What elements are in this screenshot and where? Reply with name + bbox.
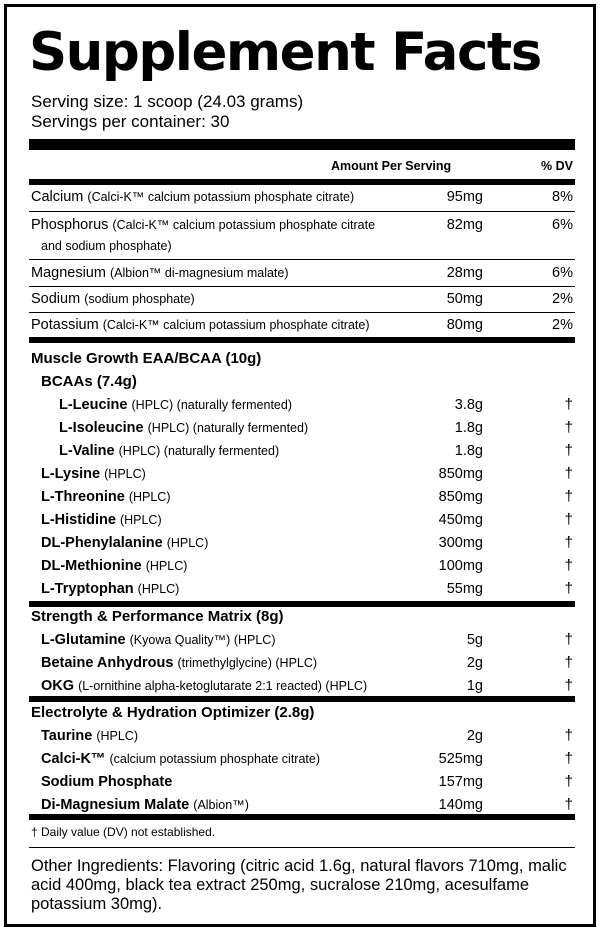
ingredient-name: Betaine Anhydrous — [41, 655, 174, 671]
ingredient-name: L-Glutamine — [41, 632, 126, 648]
ingredient-dv: † — [564, 796, 573, 813]
ingredient-name: L-Tryptophan — [41, 581, 134, 597]
nutrient-detail-continued: and sodium phosphate) — [41, 239, 172, 253]
ingredient-dv: † — [564, 727, 573, 744]
section-divider — [29, 601, 575, 607]
nutrient-dv: 6% — [552, 265, 573, 281]
ingredient-name: OKG — [41, 678, 75, 694]
ingredient-dv: † — [564, 750, 573, 767]
ingredient-amount: 2g — [466, 655, 483, 671]
ingredient-detail: (Kyowa Quality™) (HPLC) — [129, 633, 276, 647]
header-divider — [29, 139, 575, 150]
electrolyte-section-title: Electrolyte & Hydration Optimizer (2.8g) — [31, 704, 315, 721]
ingredient-amount: 1g — [466, 678, 483, 694]
ingredient-amount: 850mg — [438, 489, 483, 505]
nutrient-detail: (Calci-K™ calcium potassium phosphate citrate) — [102, 318, 370, 332]
dv-footnote: † Daily value (DV) not established. — [31, 825, 216, 839]
ingredient-dv: † — [564, 442, 573, 459]
row-divider — [29, 259, 575, 260]
bcaa-subtitle: BCAAs (7.4g) — [41, 373, 137, 390]
ingredient-amount: 3.8g — [454, 397, 483, 413]
nutrient-detail: (sodium phosphate) — [84, 292, 195, 306]
ingredient-detail: (calcium potassium phosphate citrate) — [109, 752, 321, 766]
ingredient-detail: (HPLC) — [166, 536, 209, 550]
nutrient-dv: 2% — [552, 291, 573, 307]
ingredient-name: DL-Phenylalanine — [41, 535, 163, 551]
ingredient-name: L-Lysine — [41, 466, 101, 482]
muscle-section-title: Muscle Growth EAA/BCAA (10g) — [31, 350, 262, 367]
ingredient-detail: (HPLC) — [128, 490, 171, 504]
dv-header: % DV — [541, 159, 573, 173]
row-divider — [29, 312, 575, 313]
ingredient-detail: (HPLC) (naturally fermented) — [131, 398, 292, 412]
ingredient-dv: † — [564, 511, 573, 528]
panel-title: Supplement Facts — [29, 22, 541, 83]
nutrient-name: Magnesium — [31, 265, 106, 281]
ingredient-amount: 5g — [466, 632, 483, 648]
ingredient-amount: 157mg — [438, 774, 483, 790]
ingredient-dv: † — [564, 419, 573, 436]
section-divider — [29, 696, 575, 702]
ingredient-detail: (HPLC) — [137, 582, 180, 596]
ingredient-dv: † — [564, 534, 573, 551]
other-ingredients: Other Ingredients: Flavoring (citric acid 1.6g, natural flavors 710mg, malic acid 400mg, black tea extract 250mg, sucralose 210mg, acesulfame potassium 30mg). — [31, 857, 567, 913]
ingredient-dv: † — [564, 677, 573, 694]
nutrient-amount: 95mg — [446, 189, 483, 205]
nutrient-dv: 2% — [552, 317, 573, 333]
servings-per-container: Servings per container: 30 — [31, 112, 230, 131]
serving-size: Serving size: 1 scoop (24.03 grams) — [31, 92, 304, 111]
ingredient-name: L-Valine — [59, 443, 115, 459]
ingredient-dv: † — [564, 654, 573, 671]
nutrient-dv: 6% — [552, 217, 573, 233]
strength-section-title: Strength & Performance Matrix (8g) — [31, 608, 284, 625]
ingredient-detail: (HPLC) (naturally fermented) — [147, 421, 309, 435]
ingredient-detail: (HPLC) — [96, 729, 138, 743]
ingredient-dv: † — [564, 631, 573, 648]
ingredient-dv: † — [564, 773, 573, 790]
ingredient-amount: 140mg — [438, 797, 483, 813]
ingredient-dv: † — [564, 580, 573, 597]
ingredient-amount: 525mg — [438, 751, 483, 767]
ingredient-detail: (trimethylglycine) (HPLC) — [177, 656, 318, 670]
row-divider — [29, 286, 575, 287]
ingredient-name: L-Threonine — [41, 489, 125, 505]
amount-per-serving-header: Amount Per Serving — [331, 159, 452, 173]
ingredient-detail: (HPLC) — [119, 513, 162, 527]
ingredient-name: Calci-K™ — [41, 751, 106, 767]
nutrient-amount: 28mg — [446, 265, 483, 281]
nutrient-dv: 8% — [552, 189, 573, 205]
nutrient-name: Potassium — [31, 317, 99, 333]
ingredient-name: Taurine — [41, 728, 93, 744]
nutrient-name: Sodium — [31, 291, 81, 307]
ingredient-detail: (HPLC) — [104, 467, 146, 481]
ingredient-name: L-Leucine — [59, 397, 128, 413]
ingredient-name: L-Isoleucine — [59, 420, 144, 436]
footnote-divider — [29, 847, 575, 848]
nutrient-detail: (Albion™ di-magnesium malate) — [109, 266, 289, 280]
section-divider — [29, 814, 575, 820]
ingredient-detail: (HPLC) (naturally fermented) — [118, 444, 280, 458]
row-divider — [29, 211, 575, 212]
ingredient-dv: † — [564, 396, 573, 413]
ingredient-name: Di-Magnesium Malate — [41, 797, 190, 813]
ingredient-amount: 55mg — [446, 581, 483, 597]
ingredient-amount: 1.8g — [454, 443, 483, 459]
ingredient-detail: (L-ornithine alpha-ketoglutarate 2:1 reacted) (HPLC) — [78, 679, 368, 693]
ingredient-name: DL-Methionine — [41, 558, 142, 574]
ingredient-name: L-Histidine — [41, 512, 116, 528]
nutrient-amount: 82mg — [446, 217, 483, 233]
nutrient-detail: (Calci-K™ calcium potassium phosphate citrate) — [87, 190, 355, 204]
nutrient-amount: 50mg — [446, 291, 483, 307]
ingredient-amount: 1.8g — [454, 420, 483, 436]
section-divider — [29, 337, 575, 343]
ingredient-dv: † — [564, 557, 573, 574]
ingredient-detail: (HPLC) — [145, 559, 188, 573]
nutrient-name: Phosphorus — [31, 217, 109, 233]
nutrient-name: Calcium — [31, 189, 84, 205]
ingredient-dv: † — [564, 488, 573, 505]
ingredient-amount: 2g — [466, 728, 483, 744]
ingredient-amount: 850mg — [438, 466, 483, 482]
nutrient-amount: 80mg — [446, 317, 483, 333]
ingredient-name: Sodium Phosphate — [41, 774, 173, 790]
ingredient-dv: † — [564, 465, 573, 482]
ingredient-detail: (Albion™) — [193, 798, 249, 812]
header-bottom-divider — [29, 179, 575, 185]
supplement-facts-panel — [4, 4, 596, 927]
nutrient-detail: (Calci-K™ calcium potassium phosphate citrate — [112, 218, 376, 232]
ingredient-amount: 450mg — [438, 512, 483, 528]
ingredient-amount: 300mg — [438, 535, 483, 551]
ingredient-amount: 100mg — [438, 558, 483, 574]
